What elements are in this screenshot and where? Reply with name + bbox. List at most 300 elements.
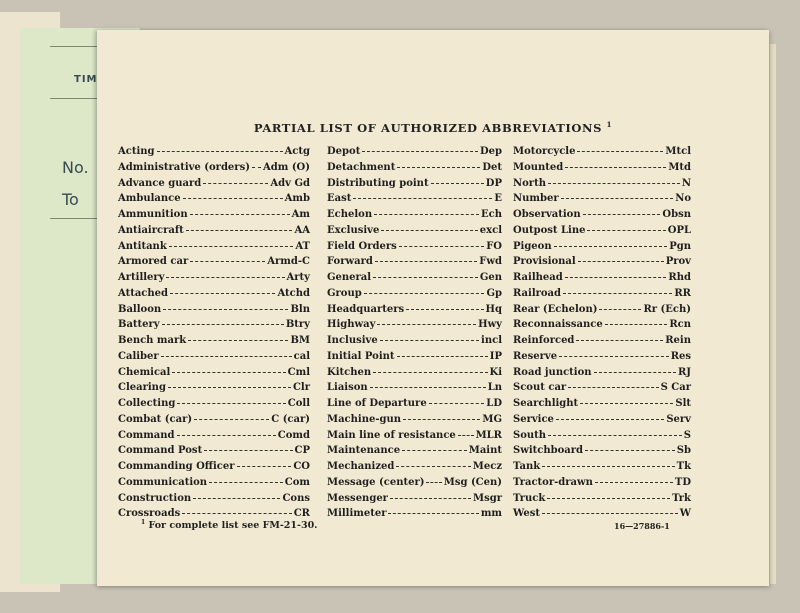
leader-dashes (353, 198, 492, 199)
abbreviation-term: Chemical (118, 366, 171, 378)
abbreviation-row (513, 319, 691, 335)
leader-dashes (170, 293, 275, 294)
abbreviation-term: Group (327, 287, 362, 299)
abbreviation-code: Clr (292, 382, 310, 394)
abbreviation-code: Hq (485, 303, 502, 315)
leader-dashes (548, 435, 682, 436)
leader-dashes (169, 246, 294, 247)
leader-dashes (605, 324, 668, 325)
abbreviation-code: S (683, 429, 691, 441)
abbreviation-row (513, 445, 691, 461)
abbreviation-code: FO (486, 240, 502, 252)
abbreviation-code: CR (293, 508, 310, 520)
form-label-no: No. (62, 158, 89, 177)
abbreviation-term: Ambulance (118, 193, 181, 205)
abbreviation-term: Tractor-drawn (513, 476, 593, 488)
abbreviation-row (327, 414, 502, 430)
abbreviation-code: Actg (284, 146, 310, 157)
abbreviation-term: Outpost Line (513, 224, 586, 236)
abbreviation-term: Administrative (orders) (118, 161, 250, 173)
abbreviation-code: CO (293, 461, 310, 472)
abbreviation-code: Arty (286, 272, 310, 283)
abbreviation-term: Number (513, 193, 559, 205)
abbreviation-row (327, 304, 502, 320)
leader-dashes (162, 324, 284, 325)
abbreviation-row (513, 288, 691, 304)
leader-dashes (396, 466, 470, 467)
abbreviation-code: Ech (481, 209, 502, 220)
abbreviation-term: Maintenance (327, 445, 401, 457)
abbreviation-code: Mtd (668, 161, 691, 173)
abbreviation-code: Obsn (662, 209, 691, 220)
abbreviation-term: West (513, 508, 541, 520)
leader-dashes (381, 230, 477, 231)
leader-dashes (373, 372, 487, 373)
abbreviation-row (118, 477, 310, 493)
abbreviation-row (327, 319, 502, 335)
abbreviation-term: Liaison (327, 382, 368, 394)
abbreviation-code: C (car) (271, 413, 310, 425)
leader-dashes (576, 340, 663, 341)
abbreviation-term: Forward (327, 256, 373, 268)
abbreviation-code: Serv (666, 413, 691, 425)
abbreviation-code: Ki (489, 366, 502, 378)
abbreviation-code: Mtcl (665, 146, 691, 157)
abbreviation-code: cal (293, 350, 310, 362)
abbreviation-term: Battery (118, 319, 160, 331)
leader-dashes (193, 498, 280, 499)
leader-dashes (403, 419, 480, 420)
abbreviation-row (118, 398, 310, 414)
abbreviation-code: Armd-C (267, 256, 310, 268)
leader-dashes (161, 356, 292, 357)
abbreviation-term: Millimeter (327, 508, 387, 520)
abbreviation-term: General (327, 272, 372, 283)
abbreviation-row (118, 461, 310, 477)
abbreviation-term: Tank (513, 461, 541, 472)
abbreviation-code: Sb (676, 445, 691, 457)
leader-dashes (563, 293, 672, 294)
abbreviation-code: MG (482, 413, 502, 425)
abbreviation-code: Trk (672, 492, 691, 504)
abbreviation-row (327, 398, 502, 414)
leader-dashes (157, 151, 283, 152)
abbreviation-row (327, 256, 502, 272)
abbreviation-code: E (494, 193, 502, 205)
leader-dashes (377, 324, 476, 325)
leader-dashes (577, 151, 663, 152)
leader-dashes (578, 261, 664, 262)
abbreviation-term: Crossroads (118, 508, 181, 520)
footnote (141, 519, 317, 531)
abbreviation-code: Hwy (478, 319, 502, 331)
abbreviation-term: Main line of resistance (327, 429, 456, 441)
abbreviation-term: Antiaircraft (118, 224, 184, 236)
abbreviation-code: Cml (287, 366, 310, 378)
footnote-text: For complete list see FM-21-30. (148, 520, 318, 532)
abbreviation-term: Ammunition (118, 209, 188, 220)
abbreviation-row (118, 225, 310, 241)
leader-dashes (182, 513, 292, 514)
page-edge (769, 44, 776, 584)
leader-dashes (203, 183, 268, 184)
abbreviation-code: RR (674, 287, 691, 299)
abbreviation-term: Messenger (327, 492, 388, 504)
abbreviation-row (327, 493, 502, 509)
abbreviation-term: Exclusive (327, 224, 380, 236)
abbreviation-term: Communication (118, 476, 208, 488)
abbreviation-term: Antitank (118, 240, 167, 252)
abbreviation-code: Ln (487, 382, 502, 394)
abbreviation-term: Mechanized (327, 461, 395, 472)
abbreviation-code: AA (294, 224, 310, 236)
abbreviation-term: Initial Point (327, 350, 395, 362)
abbreviation-term: Rear (Echelon) (513, 303, 598, 315)
abbreviation-row (513, 477, 691, 493)
abbreviation-term: Searchlight (513, 398, 579, 409)
leader-dashes (599, 309, 641, 310)
abbreviation-term: Armored car (118, 256, 189, 268)
abbreviation-code: IP (489, 350, 502, 362)
leader-dashes (388, 513, 478, 514)
abbreviation-row (327, 461, 502, 477)
leader-dashes (406, 309, 483, 310)
leader-dashes (364, 293, 485, 294)
abbreviation-term: Construction (118, 492, 192, 504)
abbreviation-row (513, 414, 691, 430)
abbreviation-code: Det (482, 161, 502, 173)
abbreviation-row (327, 162, 502, 178)
leader-dashes (163, 309, 288, 310)
leader-dashes (166, 277, 284, 278)
abbreviation-term: Railhead (513, 272, 563, 283)
leader-dashes (429, 403, 485, 404)
abbreviation-row (118, 162, 310, 178)
leader-dashes (399, 246, 484, 247)
leader-dashes (194, 419, 269, 420)
abbreviation-row (118, 367, 310, 383)
leader-dashes (594, 372, 676, 373)
abbreviation-term: Switchboard (513, 445, 584, 457)
leader-dashes (595, 482, 673, 483)
leader-dashes (568, 387, 658, 388)
abbreviation-code: BM (290, 335, 310, 346)
leader-dashes (397, 356, 488, 357)
abbreviation-code: Com (284, 476, 310, 488)
abbreviation-term: Attached (118, 287, 169, 299)
leader-dashes (583, 214, 661, 215)
abbreviation-code: Cons (282, 492, 310, 504)
leader-dashes (172, 372, 285, 373)
leader-dashes (397, 167, 480, 168)
abbreviation-code: CP (294, 445, 310, 457)
abbreviation-row (513, 225, 691, 241)
leader-dashes (458, 435, 474, 436)
abbreviation-code: Btry (285, 319, 310, 331)
abbreviation-code: Msg (Cen) (443, 476, 502, 488)
abbreviation-row (327, 288, 502, 304)
leader-dashes (168, 387, 291, 388)
leader-dashes (548, 183, 680, 184)
abbreviation-term: Machine-gun (327, 413, 402, 425)
abbreviation-term: Reconnaissance (513, 319, 603, 331)
abbreviation-term: Headquarters (327, 303, 405, 315)
abbreviation-row (327, 225, 502, 241)
leader-dashes (402, 450, 467, 451)
abbreviation-code: Res (670, 350, 691, 362)
abbreviation-code: W (679, 508, 691, 520)
abbreviation-term: Clearing (118, 382, 166, 394)
abbreviation-code: Rein (665, 335, 691, 346)
abbreviation-row (118, 178, 310, 194)
abbreviation-code: Bln (290, 303, 310, 315)
abbreviation-row (327, 335, 502, 351)
abbreviation-row (513, 209, 691, 225)
leader-dashes (547, 498, 670, 499)
leader-dashes (390, 498, 471, 499)
leader-dashes (204, 450, 292, 451)
abbreviation-row (513, 382, 691, 398)
abbreviation-term: Inclusive (327, 335, 378, 346)
leader-dashes (559, 356, 669, 357)
abbreviation-row (327, 241, 502, 257)
abbreviation-code: Rr (Ech) (643, 303, 691, 315)
abbreviation-row (327, 367, 502, 383)
leader-dashes (370, 387, 486, 388)
abbreviation-term: Road junction (513, 366, 592, 378)
abbreviation-row (513, 256, 691, 272)
abbreviation-term: Collecting (118, 398, 176, 409)
abbreviation-code: No (675, 193, 691, 205)
leader-dashes (587, 230, 665, 231)
abbreviation-row (327, 178, 502, 194)
abbreviation-code: Pgn (669, 240, 691, 252)
form-label-to: To (62, 190, 79, 209)
abbreviation-row (118, 493, 310, 509)
abbreviation-term: Artillery (118, 272, 165, 283)
abbreviation-row (327, 477, 502, 493)
abbreviation-term: Provisional (513, 256, 576, 268)
leader-dashes (426, 482, 441, 483)
leader-dashes (431, 183, 484, 184)
abbreviation-row (513, 178, 691, 194)
leader-dashes (373, 277, 478, 278)
abbreviation-term: Pigeon (513, 240, 552, 252)
abbreviation-row (513, 272, 691, 288)
abbreviation-term: Kitchen (327, 366, 372, 378)
abbreviation-row (513, 351, 691, 367)
abbreviation-term: Depot (327, 146, 361, 157)
print-code: 16—27886-1 (614, 521, 670, 531)
abbreviation-row (513, 146, 691, 162)
abbreviation-row (513, 461, 691, 477)
leader-dashes (565, 277, 667, 278)
abbreviation-row (118, 414, 310, 430)
abbreviation-term: Distributing point (327, 177, 429, 189)
abbreviation-term: Observation (513, 209, 581, 220)
abbreviation-code: Rcn (669, 319, 691, 331)
abbreviation-row (118, 445, 310, 461)
abbreviation-row (327, 445, 502, 461)
abbreviation-row (118, 288, 310, 304)
abbreviation-code: RJ (677, 366, 691, 378)
title-text: PARTIAL LIST OF AUTHORIZED ABBREVIATIONS (253, 120, 602, 135)
abbreviation-code: Adm (O) (263, 161, 310, 173)
abbreviation-row (118, 146, 310, 162)
leader-dashes (561, 198, 674, 199)
leader-dashes (554, 246, 668, 247)
abbreviation-row (327, 351, 502, 367)
leader-dashes (362, 151, 478, 152)
leader-dashes (190, 214, 290, 215)
leader-dashes (188, 340, 288, 341)
abbreviation-code: Coll (287, 398, 310, 409)
abbreviation-code: mm (480, 508, 502, 520)
abbreviation-code: Am (291, 209, 310, 220)
leader-dashes (542, 513, 678, 514)
abbreviation-term: South (513, 429, 547, 441)
abbreviation-code: AT (295, 240, 310, 252)
abbreviation-row (513, 304, 691, 320)
abbreviation-code: Maint (468, 445, 502, 457)
abbreviation-row (327, 209, 502, 225)
abbreviation-code: Amb (284, 193, 310, 205)
leader-dashes (585, 450, 675, 451)
leader-dashes (580, 403, 673, 404)
abbreviation-row (118, 335, 310, 351)
abbreviation-term: Commanding Officer (118, 461, 235, 472)
abbreviation-row (118, 304, 310, 320)
leader-dashes (380, 340, 479, 341)
abbreviation-row (327, 382, 502, 398)
leader-dashes (177, 435, 276, 436)
abbreviation-term: Command Post (118, 445, 203, 457)
abbreviation-term: Truck (513, 492, 546, 504)
abbreviation-term: Detachment (327, 161, 396, 173)
abbreviation-code: Rhd (668, 272, 691, 283)
abbreviation-row (118, 351, 310, 367)
leader-dashes (209, 482, 283, 483)
abbreviation-row (118, 319, 310, 335)
leader-dashes (190, 261, 265, 262)
abbreviation-row (118, 272, 310, 288)
abbreviations-page (97, 30, 769, 586)
abbreviation-code: N (681, 177, 691, 189)
abbreviation-row (513, 430, 691, 446)
leader-dashes (252, 167, 261, 168)
abbreviation-term: Service (513, 413, 554, 425)
leader-dashes (186, 230, 293, 231)
abbreviation-code: LD (486, 398, 502, 409)
abbreviation-term: Advance guard (118, 177, 202, 189)
abbreviation-term: Echelon (327, 209, 373, 220)
abbreviation-code: DP (485, 177, 502, 189)
footnote-mark: 1 (141, 519, 146, 526)
abbreviation-code: TD (674, 476, 691, 488)
abbreviation-term: Line of Departure (327, 398, 427, 409)
abbreviation-row (327, 430, 502, 446)
abbreviation-row (118, 382, 310, 398)
abbreviation-term: Acting (118, 146, 155, 157)
abbreviation-term: Railroad (513, 287, 562, 299)
abbreviation-term: Caliber (118, 350, 159, 362)
leader-dashes (237, 466, 292, 467)
leader-dashes (177, 403, 285, 404)
abbreviation-column-2 (327, 146, 502, 524)
abbreviation-row (118, 193, 310, 209)
abbreviation-code: Gen (479, 272, 502, 283)
abbreviation-code: Gp (486, 287, 502, 299)
abbreviation-code: Prov (665, 256, 691, 268)
abbreviation-term: Reserve (513, 350, 558, 362)
abbreviation-row (513, 493, 691, 509)
abbreviation-row (118, 241, 310, 257)
abbreviation-code: Msgr (473, 492, 502, 504)
abbreviation-row (513, 398, 691, 414)
abbreviation-code: OPL (667, 224, 691, 236)
leader-dashes (565, 167, 666, 168)
abbreviation-row (327, 193, 502, 209)
abbreviation-row (118, 256, 310, 272)
abbreviation-row (513, 367, 691, 383)
page-title (97, 120, 769, 135)
abbreviation-term: Mounted (513, 161, 564, 173)
abbreviation-column-3 (513, 146, 691, 524)
abbreviation-term: Field Orders (327, 240, 397, 252)
abbreviation-row (513, 241, 691, 257)
abbreviation-term: Command (118, 429, 175, 441)
abbreviation-term: Bench mark (118, 335, 187, 346)
abbreviation-row (327, 508, 502, 524)
leader-dashes (556, 419, 664, 420)
abbreviation-code: Mecz (472, 461, 502, 472)
abbreviation-code: S Car (660, 382, 691, 394)
leader-dashes (374, 214, 479, 215)
abbreviation-row (118, 209, 310, 225)
abbreviation-term: North (513, 177, 546, 189)
abbreviation-code: Dep (479, 146, 502, 157)
abbreviation-term: Message (center) (327, 476, 425, 488)
abbreviation-code: Tk (676, 461, 691, 472)
abbreviation-code: incl (481, 335, 502, 346)
form-label-time: TIM (74, 74, 98, 85)
abbreviation-term: Balloon (118, 303, 162, 315)
abbreviation-term: Scout car (513, 382, 567, 394)
abbreviation-code: Fwd (479, 256, 502, 268)
abbreviation-code: Adv Gd (270, 177, 310, 189)
abbreviation-term: Highway (327, 319, 376, 331)
leader-dashes (375, 261, 477, 262)
abbreviation-code: Comd (277, 429, 310, 441)
abbreviation-code: MLR (475, 429, 502, 441)
abbreviation-term: East (327, 193, 352, 205)
abbreviation-row (513, 162, 691, 178)
leader-dashes (542, 466, 674, 467)
abbreviation-term: Combat (car) (118, 413, 193, 425)
abbreviation-code: Atchd (277, 287, 310, 299)
abbreviation-row (327, 272, 502, 288)
abbreviation-term: Motorcycle (513, 146, 576, 157)
title-footnote-mark: 1 (606, 120, 613, 129)
abbreviation-code: Slt (675, 398, 691, 409)
abbreviation-row (327, 146, 502, 162)
abbreviation-column-1 (118, 146, 310, 524)
abbreviation-row (513, 335, 691, 351)
abbreviation-code: excl (479, 224, 502, 236)
leader-dashes (183, 198, 283, 199)
abbreviation-row (513, 193, 691, 209)
abbreviation-term: Reinforced (513, 335, 575, 346)
